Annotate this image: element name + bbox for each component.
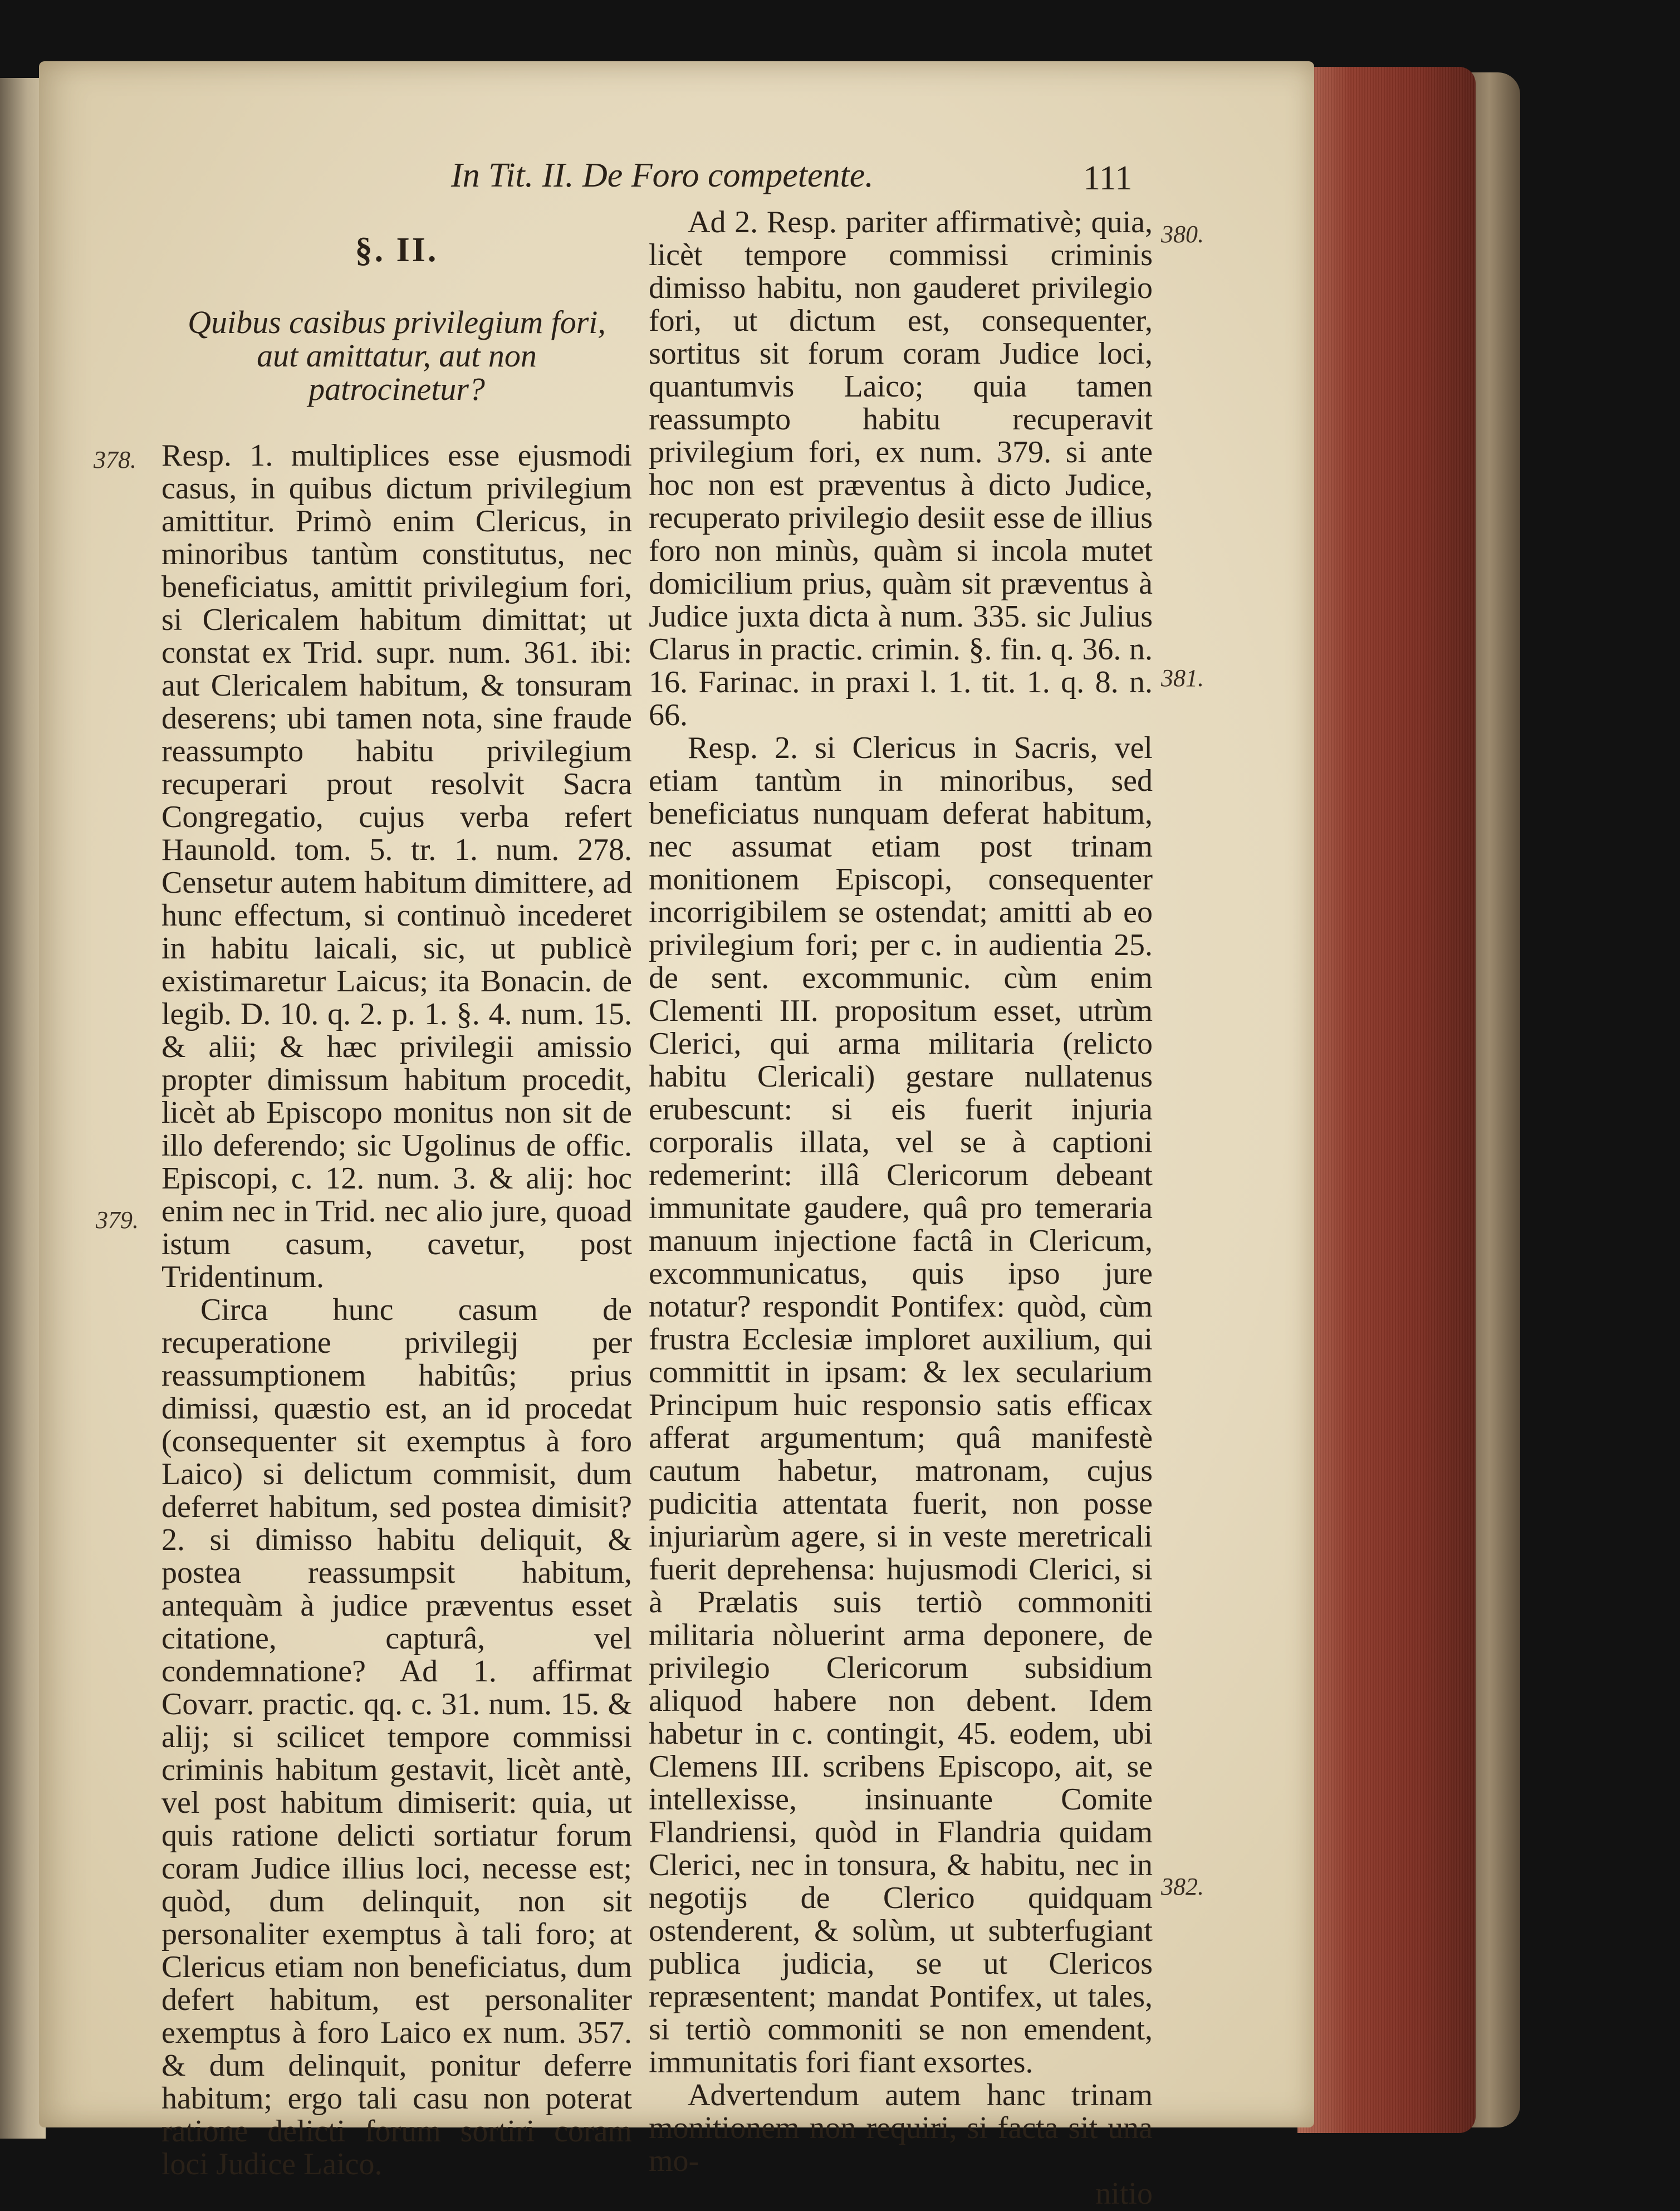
margin-number: 381. (1161, 664, 1204, 692)
section-rubric: Quibus casibus privilegium fori, aut amittatur, aut non patrocinetur? (188, 304, 606, 407)
left-column (161, 231, 632, 2181)
red-page-edges (1297, 67, 1476, 2133)
paragraph: Circa hunc casum de recuperatione privilegij per reassumptionem habitûs; prius dimissi, quæstio est, an id procedat (consequenter sit exemptus à foro Laico) si delictum commisit, dum deferret habitum, sed postea dimisit? 2. si dimisso habitu deliquit, & postea reassumpsit habitum, antequàm à judice præventus esset citatione, capturâ, vel condemnatione? Ad 1. affirmat Covarr. practic. qq. c. 31. num. 15. & alij; si scilicet tempore commissi criminis habitum gestavit, licèt antè, vel post habitum dimiserit: quia, ut quis ratione delicti sortiatur forum coram Judice illius loci, necesse est; quòd, dum delinquit, non sit personaliter exemptus à tali foro; at Clericus etiam non beneficiatus, dum defert habitum, est personaliter exemptus à foro Laico ex num. 357. & dum delinquit, ponitur deferre habitum; ergo tali casu non poterat ratione delicti forum sortiri coram loci Judice Laico. (161, 1293, 632, 2181)
paragraph: Resp. 1. multiplices esse ejusmodi casus, in quibus dictum privilegium amittitur. Primò enim Clericus, in minoribus tantùm constitutus, nec beneficiatus, amittit privilegium fori, si Clericalem habitum dimittat; ut constat ex Trid. supr. num. 361. ibi: aut Clericalem habitum, & tonsuram deserens; ubi tamen nota, sine fraude reassumpto habitu privilegium recuperari prout resolvit Sacra Congregatio, cujus verba refert Haunold. tom. 5. tr. 1. num. 278. Censetur autem habitum dimittere, ad hunc effectum, si continuò incederet in habitu laicali, sic, ut publicè existimaretur Laicus; ita Bonacin. de legib. D. 10. q. 2. p. 1. §. 4. num. 15. & alii; & hæc privilegii amissio propter dimissum habitum procedit, licèt ab Episcopo monitus non sit de illo deferendo; sic Ugolinus de offic. Episcopi, c. 12. num. 3. & alij: hoc enim nec in Trid. nec alio jure, quoad istum casum, cavetur, post Tridentinum. (161, 438, 632, 1294)
page-number: 111 (1083, 159, 1133, 197)
paragraph: Ad 2. Resp. pariter affirmativè; quia, licèt tempore commissi criminis dimisso habitu, non gauderet privilegio fori, ut dictum est, consequenter, sortitus sit forum coram Judice loci, quantumvis Laico; quia tamen reassumpto habitu recuperavit privilegium fori, ex num. 379. si ante hoc non est præventus à dicto Judice, recuperato privilegio desiit esse de illius foro non minùs, quàm si incola mutet domicilium prius, quàm sit præventus à Judice juxta dicta à num. 335. sic Julius Clarus in practic. crimin. §. fin. q. 36. n. 16. Farinac. in praxi l. 1. tit. 1. q. 8. n. 66. (649, 205, 1153, 732)
margin-number: 380. (1161, 221, 1204, 248)
right-column (649, 206, 1153, 2210)
running-title: In Tit. II. De Foro competente. (451, 156, 874, 194)
paragraph: Resp. 2. si Clericus in Sacris, vel etiam tantùm in minoribus, sed beneficiatus nunquam deferat habitum, nec assumat etiam post trinam monitionem Episcopi, consequenter incorrigibilem se ostendat; amitti ab eo privilegium fori; per c. in audientia 25. de sent. excommunic. cùm enim Clementi III. propositum esset, utrùm Clerici, qui arma militaria (relicto habitu Clericali) gestare nullatenus erubescunt: si eis fuerit injuria corporalis illata, vel se à captioni redemerint: illâ Clericorum debeant immunitate gaudere, quâ pro temeraria manuum injectione factâ in Clericum, excommunicatus, quis ipso jure notatur? respondit Pontifex: quòd, cùm frustra Ecclesiæ imploret auxilium, qui committit in ipsam: & lex secularium Principum huic responsio satis efficax afferat argumentum; quâ manifestè cautum habetur, matronam, cujus pudicitia attentata fuerit, non posse injuriarùm agere, si in veste meretricali fuerit deprehensa: hujusmodi Clerici, si à Prælatis suis tertiò commoniti militaria nòluerint arma deponere, de privilegio Clericorum subsidium aliquod habere non debent. Idem habetur in c. contingit, 45. eodem, ubi Clemens III. scribens Episcopo, ait, se intellexisse, insinuante Comite Flandriensi, quòd in Flandria quidam Clerici, nec in tonsura, & habitu, nec in negotijs de Clerico quidquam ostenderent, & solùm, ut subterfugiant publica judicia, se ut Clericos repræsentent; mandat Pontifex, ut tales, si tertiò commoniti se non emendent, immunitatis fori fiant exsortes. (649, 731, 1153, 2080)
section-heading: §. II. (355, 231, 439, 269)
margin-number: 378. (94, 446, 136, 473)
margin-number: 382. (1161, 1873, 1204, 1900)
catchword: nitio (1095, 2176, 1153, 2211)
paragraph: Advertendum autem hanc trinam monitionem non requiri, si facta sit una mo- (649, 2078, 1153, 2178)
margin-number: 379. (96, 1206, 139, 1234)
